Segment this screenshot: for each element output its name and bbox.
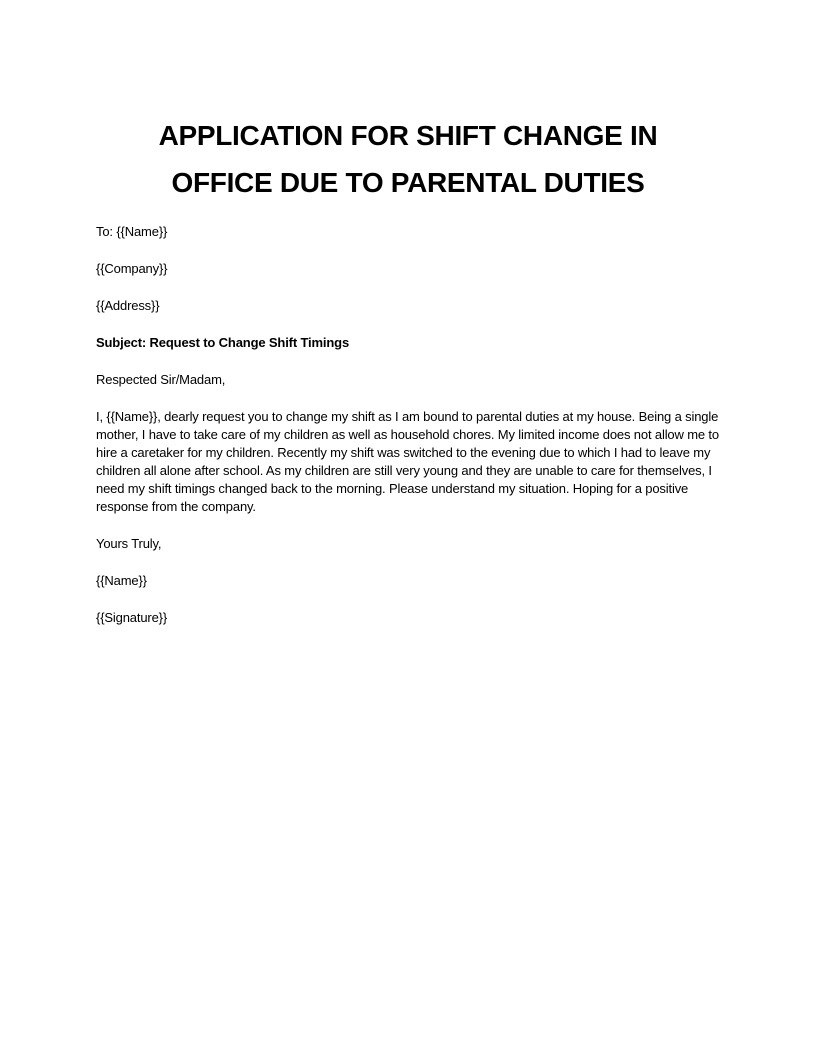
closing: Yours Truly, — [96, 536, 162, 551]
title-line-2: OFFICE DUE TO PARENTAL DUTIES — [171, 167, 645, 198]
subject-line: Subject: Request to Change Shift Timings — [96, 335, 350, 350]
document-title — [96, 112, 720, 206]
recipient-name-line: To: {{Name}} — [96, 224, 168, 239]
letter-body — [96, 223, 720, 646]
recipient-company: {{Company}} — [96, 261, 168, 276]
body-paragraph: I, {{Name}}, dearly request you to change my shift as I am bound to parental duties at my house. Being a single mother, I have to take care of my children as well as household chores. My limited income does not allow me to hire a caretaker for my children. Recently my shift was switched to the evening due to which I had to leave my children all alone after school. As my children are still very young and they are unable to care for themselves, I need my shift timings changed back to the morning. Please understand my situation. Hoping for a positive response from the company. — [96, 409, 719, 514]
salutation: Respected Sir/Madam, — [96, 372, 226, 387]
recipient-address: {{Address}} — [96, 298, 160, 313]
title-line-1: APPLICATION FOR SHIFT CHANGE IN — [158, 120, 658, 151]
sender-name: {{Name}} — [96, 573, 147, 588]
sender-signature: {{Signature}} — [96, 610, 168, 625]
